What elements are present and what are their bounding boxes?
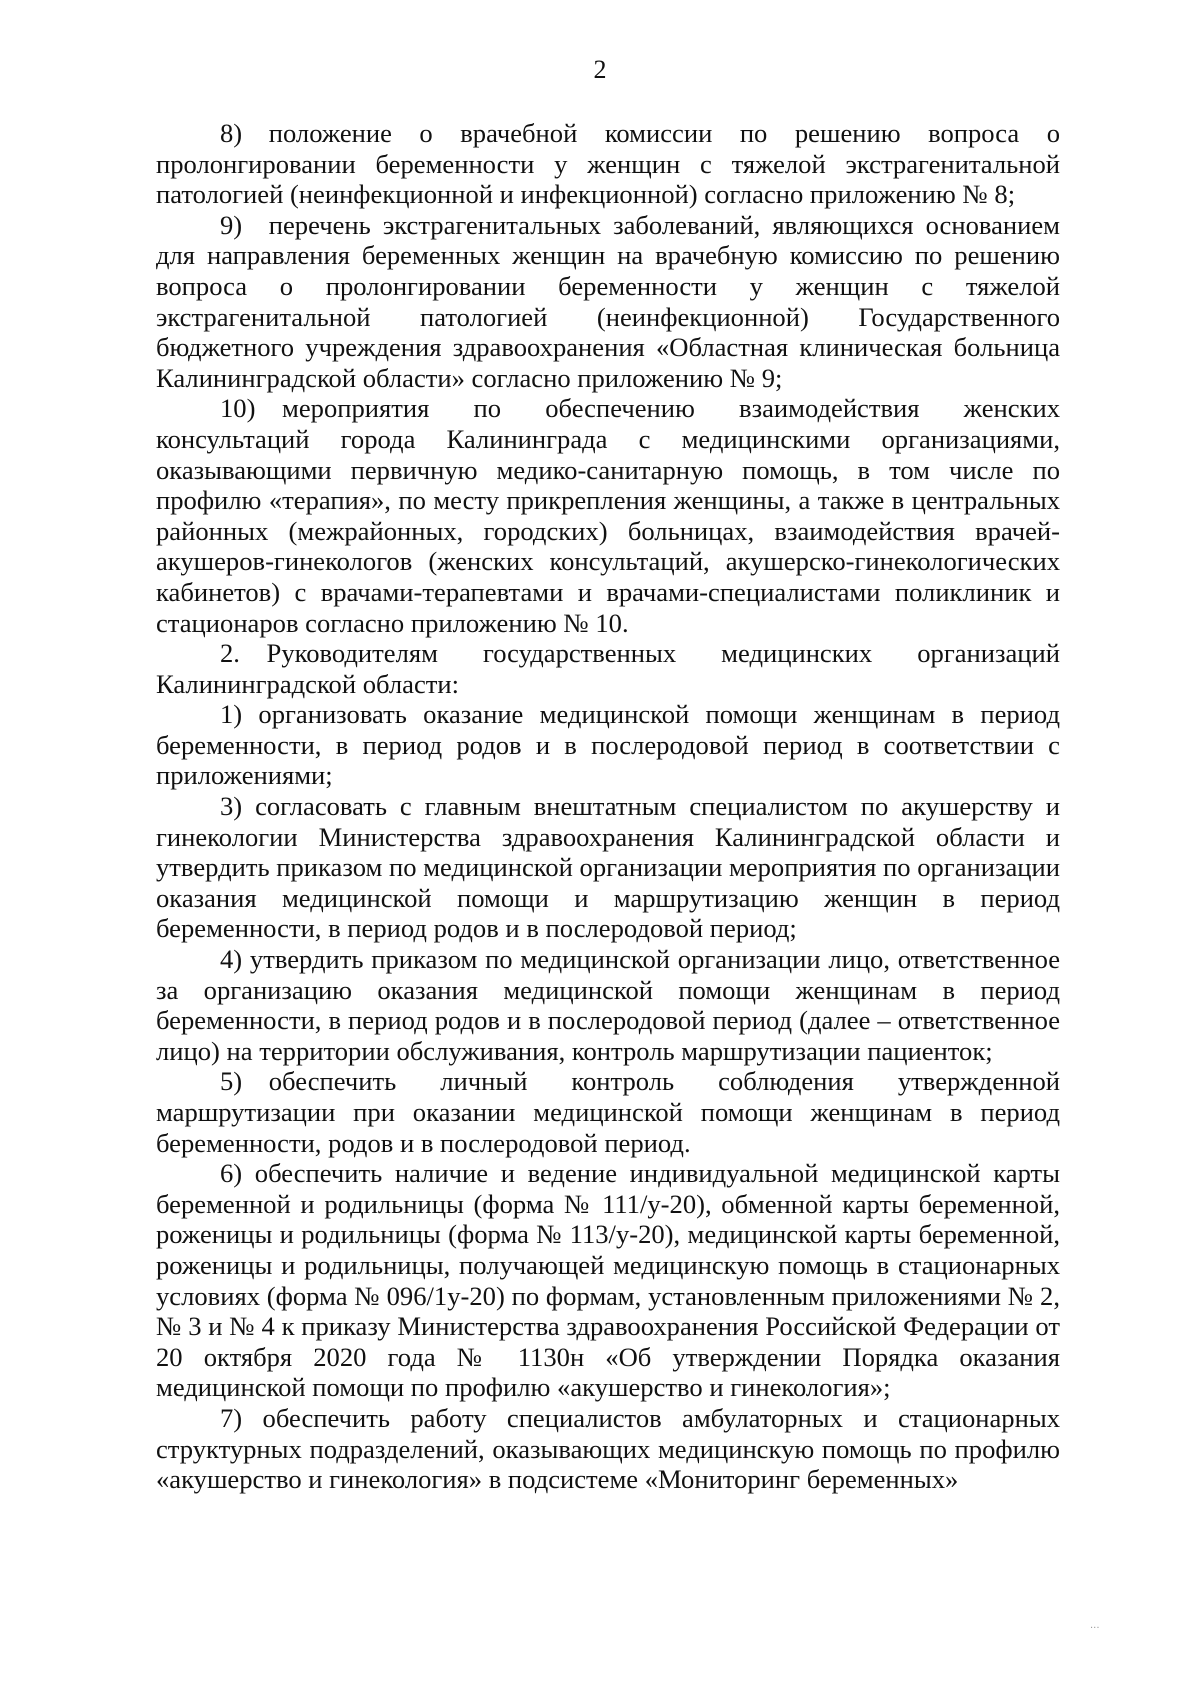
paragraph-section-2: 2. Руководителям государственных медицинских организаций Калининградской области: (156, 638, 1060, 699)
page-number: 2 (593, 55, 607, 84)
paragraph-item-8: 8) положение о врачебной комиссии по решению вопроса о пролонгировании беременности у женщин с тяжелой экстрагенитальной патологией (неинфекционной и инфекционной) согласно приложению № 8; (156, 118, 1060, 210)
paragraph-item-10: 10) мероприятия по обеспечению взаимодействия женских консультаций города Калининграда с медицинскими организациями, оказывающими первичную медико-санитарную помощь, в том числе по профилю «терапия», по месту прикрепления женщины, а также в центральных районных (межрайонных, городских) больницах, взаимодействия врачей-акушеров-гинекологов (женских консультаций, акушерско-гинекологических кабинетов) с врачами-терапевтами и врачами-специалистами поликлиник и стационаров согласно приложению № 10. (156, 393, 1060, 638)
paragraph-subitem-4: 4) утвердить приказом по медицинской организации лицо, ответственное за организацию оказания медицинской помощи женщинам в период беременности, в период родов и в послеродовой период (далее – ответственное лицо) на территории обслуживания, контроль маршрутизации пациенток; (156, 944, 1060, 1066)
paragraph-subitem-5: 5) обеспечить личный контроль соблюдения утвержденной маршрутизации при оказании медицинской помощи женщинам в период беременности, родов и в послеродовой период. (156, 1066, 1060, 1158)
paragraph-item-9: 9) перечень экстрагенитальных заболеваний, являющихся основанием для направления беременных женщин на врачебную комиссию по решению вопроса о пролонгировании беременности у женщин с тяжелой экстрагенитальной патологией (неинфекционной) Государственного бюджетного учреждения здравоохранения «Областная клиническая больница Калининградской области» согласно приложению № 9; (156, 209, 1060, 393)
paragraph-subitem-7: 7) обеспечить работу специалистов амбулаторных и стационарных структурных подразделений, оказывающих медицинскую помощь по профилю «акушерство и гинекология» в подсистеме «Мониторинг беременных» (156, 1402, 1060, 1495)
document-body (156, 118, 1060, 1495)
paragraph-subitem-6: 6) обеспечить наличие и ведение индивидуальной медицинской карты беременной и родильницы (форма № 111/у-20), обменной карты беременной, роженицы и родильницы (форма № 113/у-20), медицинской карты беременной, роженицы и родильницы, получающей медицинскую помощь в стационарных условиях (форма № 096/1у-20) по формам, установленным приложениями № 2, № 3 и № 4 к приказу Министерства здравоохранения Российской Федерации от 20 октября 2020 года № 1130н «Об утверждении Порядка оказания медицинской помощи по профилю «акушерство и гинекология»; (156, 1158, 1060, 1403)
paragraph-subitem-1: 1) организовать оказание медицинской помощи женщинам в период беременности, в период родов и в послеродовой период в соответствии с приложениями; (156, 699, 1060, 791)
scan-mark: ... (1090, 1620, 1100, 1631)
paragraph-subitem-3: 3) согласовать с главным внештатным специалистом по акушерству и гинекологии Министерства здравоохранения Калининградской области и утвердить приказом по медицинской организации мероприятия по организации оказания медицинской помощи и маршрутизацию женщин в период беременности, в период родов и в послеродовой период; (156, 791, 1060, 944)
